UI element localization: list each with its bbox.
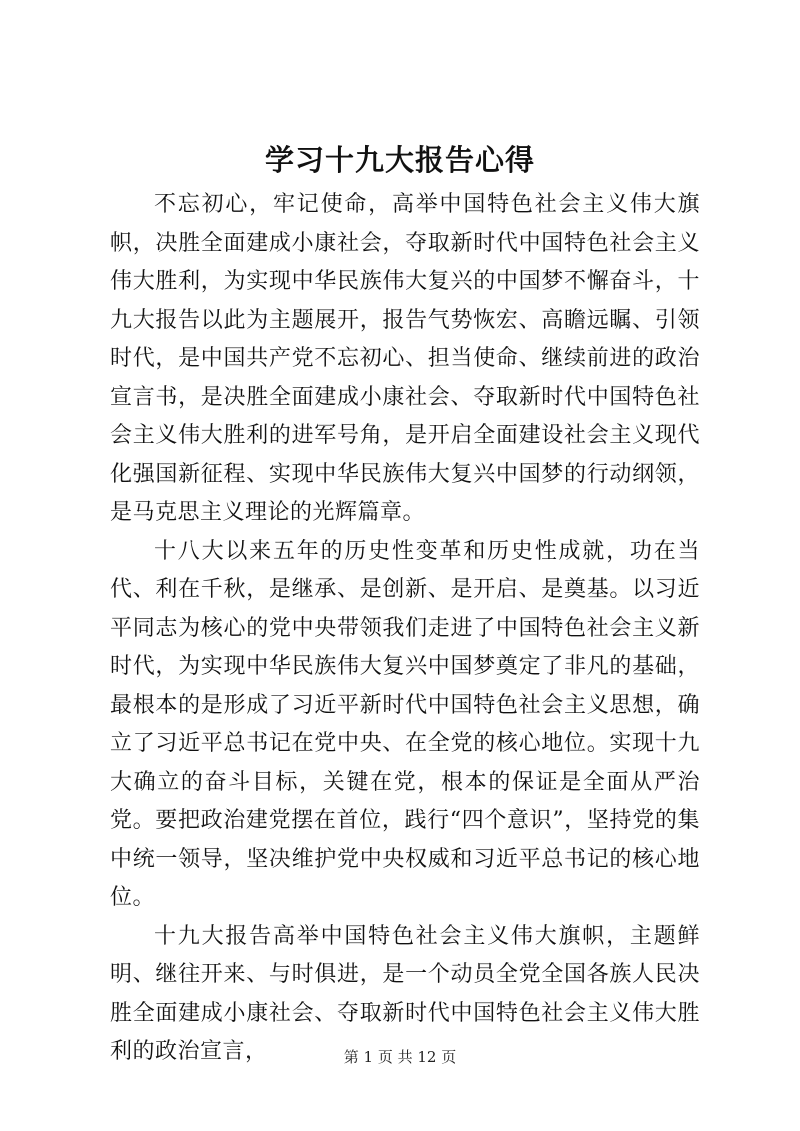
page-footer: 第 1 页 共 12 页 [343,1048,457,1066]
paragraph-3: 十九大报告高举中国特色社会主义伟大旗帜，主题鲜明、继往开来、与时俱进，是一个动员全党全国各族人民决胜全面建成小康社会、夺取新时代中国特色社会主义伟大胜利的政治宣言， [110,923,700,1064]
document-body [110,186,700,1072]
paragraph-2: 十八大以来五年的历史性变革和历史性成就，功在当代、利在千秋，是继承、是创新、是开启、是奠基。以习近平同志为核心的党中央带领我们走进了中国特色社会主义新时代，为实现中华民族伟大复兴中国梦奠定了非凡的基础，最根本的是形成了习近平新时代中国特色社会主义思想，确立了习近平总书记在党中央、在全党的核心地位。实现十九大确立的奋斗目标，关键在党，根本的保证是全面从严治党。要把政治建党摆在首位，践行“四个意识”，坚持党的集中统一领导，坚决维护党中央权威和习近平总书记的核心地位。 [110,538,700,910]
document-title: 学习十九大报告心得 [264,143,535,177]
paragraph-1: 不忘初心，牢记使命，高举中国特色社会主义伟大旗帜，决胜全面建成小康社会，夺取新时代中国特色社会主义伟大胜利，为实现中华民族伟大复兴的中国梦不懈奋斗，十九大报告以此为主题展开，报告气势恢宏、高瞻远瞩、引领时代，是中国共产党不忘初心、担当使命、继续前进的政治宣言书，是决胜全面建成小康社会、夺取新时代中国特色社会主义伟大胜利的进军号角，是开启全面建设社会主义现代化强国新征程、实现中华民族伟大复兴中国梦的行动纲领，是马克思主义理论的光辉篇章。 [110,192,700,525]
